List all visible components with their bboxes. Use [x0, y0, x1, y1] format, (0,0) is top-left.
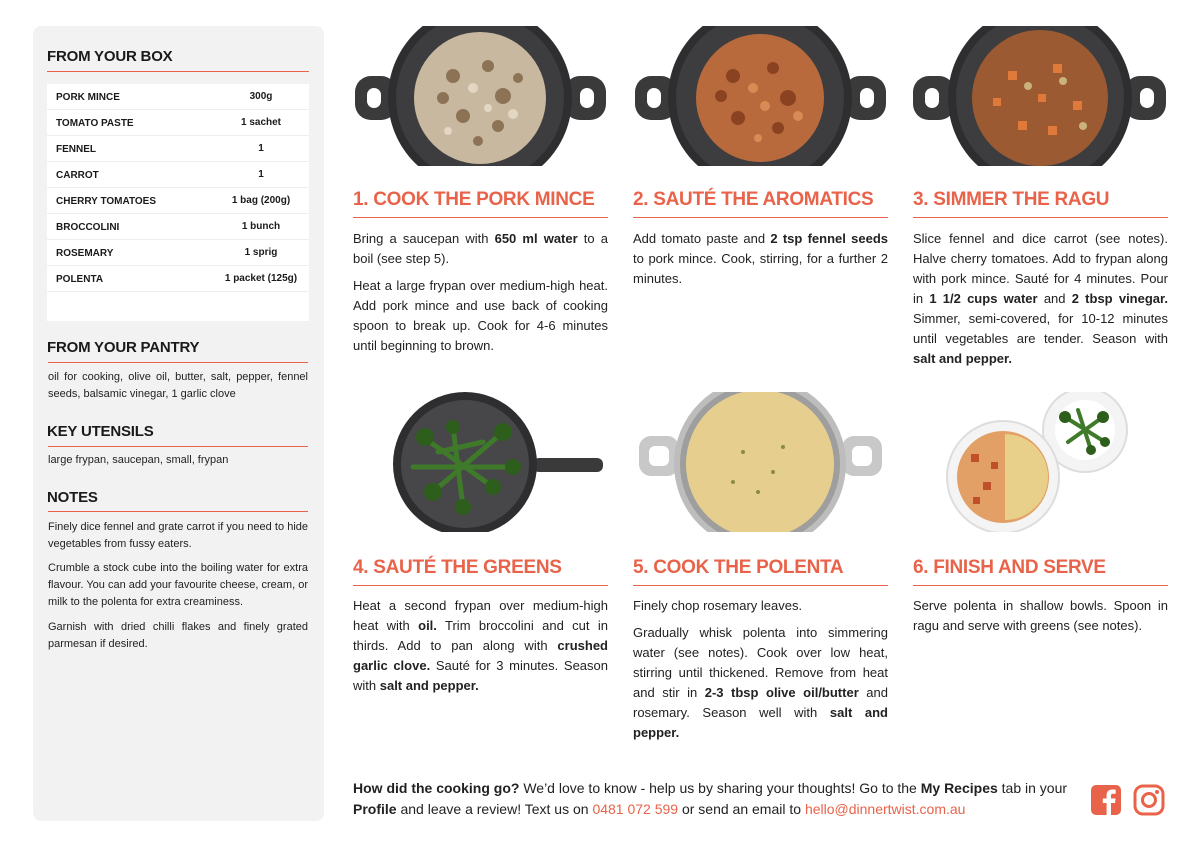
from-box-heading: FROM YOUR BOX: [47, 48, 173, 65]
ingredient-qty: 1: [258, 143, 264, 154]
step-title: 5. COOK THE POLENTA: [633, 557, 844, 578]
step-body: Bring a saucepan with 650 ml water to a boil (see step 5). Heat a large frypan over medium-high heat. Add pork mince and use back of cooking spoon to break up. Cook for 4-6 minutes until beginning to brown.: [353, 231, 608, 353]
instagram-icon[interactable]: [1133, 784, 1165, 816]
ingredient-qty: 1: [258, 169, 264, 180]
step-body: Add tomato paste and 2 tsp fennel seeds to pork mince. Cook, stirring, for a further 2 minutes.: [633, 231, 888, 286]
utensils-heading: KEY UTENSILS: [47, 423, 154, 440]
step-title: 6. FINISH AND SERVE: [913, 557, 1106, 578]
step-title: 1. COOK THE PORK MINCE: [353, 189, 595, 210]
step-title: 2. SAUTÉ THE AROMATICS: [633, 189, 874, 210]
pot-polenta-photo: [633, 392, 888, 537]
divider: [913, 217, 1168, 218]
divider: [353, 217, 608, 218]
step-body: Heat a second frypan over medium-high heat with oil. Trim broccolini and cut in thirds. Add to pan along with crushed garlic clove. Sauté for 3 minutes. Season with salt and pepper.: [353, 598, 608, 693]
ingredient-name: BROCCOLINI: [56, 222, 120, 233]
note-item: Crumble a stock cube into the boiling water for extra flavour. You can add your favourite cheese, cream, or milk to the polenta for extra creaminess.: [48, 562, 308, 608]
served-bowls-photo: [913, 392, 1168, 537]
ingredients-table: [47, 84, 309, 321]
utensils-text: large frypan, saucepan, small, frypan: [48, 454, 229, 466]
my-recipes-link[interactable]: My Recipes: [920, 780, 998, 796]
feedback-footer: How did the cooking go? We’d love to know - help us by sharing your thoughts! Go to the My Recipes tab in your Profile and leave a review! Text us on 0481 072 599 or send an email to hello@dinnertwist.com.au: [353, 780, 1068, 817]
table-row: [47, 240, 309, 266]
pan-aromatics-photo: [633, 26, 888, 171]
step-body: Finely chop rosemary leaves. Gradually whisk polenta into simmering water (see notes). Cook over low heat, stirring until thickened. Remove from heat and stir in 2-3 tbsp olive oil/butter and rosemary. Season well with salt and pepper.: [633, 598, 888, 740]
step-body: Slice fennel and dice carrot (see notes). Halve cherry tomatoes. Add to frypan along with pork mince. Sauté for 4 minutes. Pour in 1 1/2 cups water and 2 tbsp vinegar. Simmer, semi-covered, for 10-12 minutes until vegetables are tender. Season with salt and pepper.: [913, 231, 1168, 366]
table-row: [47, 266, 309, 292]
table-row: [47, 84, 309, 110]
notes-heading: NOTES: [47, 489, 98, 506]
note-item: Finely dice fennel and grate carrot if you need to hide vegetables from fussy eaters.: [48, 521, 308, 550]
pan-ragu-photo: [913, 26, 1168, 171]
ingredient-name: ROSEMARY: [56, 248, 114, 259]
divider: [633, 585, 888, 586]
frypan-greens-photo: [353, 392, 608, 537]
table-row: [47, 214, 309, 240]
ingredient-name: CHERRY TOMATOES: [56, 196, 157, 207]
facebook-icon[interactable]: [1090, 784, 1122, 816]
step-title: 3. SIMMER THE RAGU: [913, 189, 1110, 210]
ingredient-name: PORK MINCE: [56, 92, 120, 103]
ingredient-name: TOMATO PASTE: [56, 118, 134, 129]
feedback-question: How did the cooking go?: [353, 780, 520, 796]
ingredient-qty: 1 bunch: [241, 221, 281, 232]
sidebar: [33, 26, 324, 821]
table-row: [47, 162, 309, 188]
divider: [48, 446, 308, 447]
ingredient-qty: 1 sprig: [244, 247, 278, 258]
table-row: [47, 136, 309, 162]
ingredient-name: CARROT: [56, 170, 99, 181]
table-row: [47, 110, 309, 136]
ingredient-qty: 1 sachet: [240, 117, 282, 128]
ingredient-name: FENNEL: [56, 144, 96, 155]
profile-link[interactable]: Profile: [353, 801, 397, 817]
step-body: Serve polenta in shallow bowls. Spoon in ragu and serve with greens (see notes).: [913, 598, 1168, 633]
pantry-heading: FROM YOUR PANTRY: [47, 339, 200, 356]
divider: [353, 585, 608, 586]
email-link[interactable]: hello@dinnertwist.com.au: [804, 801, 966, 817]
pan-pork-mince-photo: [353, 26, 608, 171]
ingredient-qty: 1 packet (125g): [224, 273, 298, 284]
phone-link[interactable]: 0481 072 599: [592, 801, 679, 817]
ingredient-qty: 300g: [249, 91, 273, 102]
divider: [913, 585, 1168, 586]
table-row: [47, 188, 309, 214]
ingredient-qty: 1 bag (200g): [231, 195, 291, 206]
divider: [47, 71, 309, 72]
divider: [48, 362, 308, 363]
step-title: 4. SAUTÉ THE GREENS: [353, 557, 562, 578]
ingredient-name: POLENTA: [56, 274, 104, 285]
divider: [48, 511, 308, 512]
pantry-text: oil for cooking, olive oil, butter, salt, pepper, fennel seeds, balsamic vinegar, 1 garlic clove: [48, 371, 308, 400]
note-item: Garnish with dried chilli flakes and finely grated parmesan if desired.: [48, 621, 308, 650]
divider: [633, 217, 888, 218]
